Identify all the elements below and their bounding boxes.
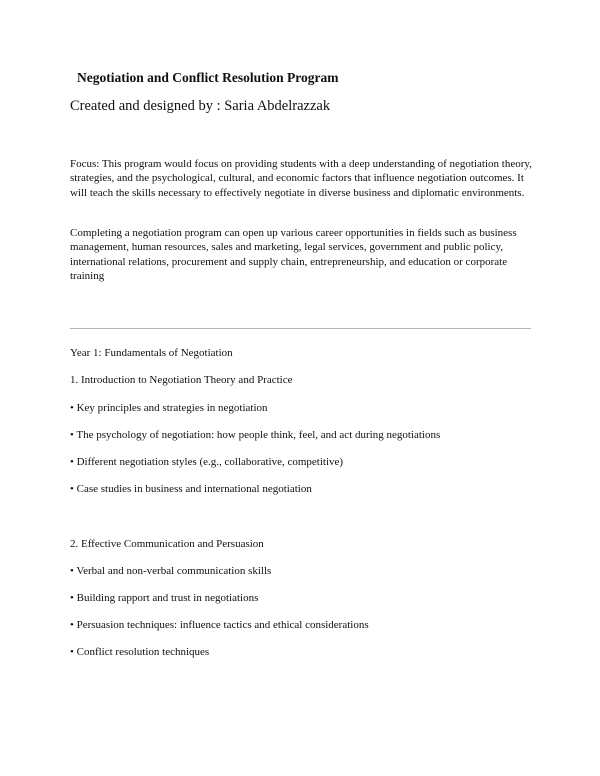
document-title: Negotiation and Conflict Resolution Program bbox=[77, 70, 339, 85]
focus-paragraph: Focus: This program would focus on providing students with a deep understanding of negotiation theory, strategies, and the psychological, cultural, and economic factors that influence negotiation outcomes. It will teach the skills necessary to effectively negotiate in diverse business and diplomatic environments. bbox=[70, 158, 532, 199]
career-paragraph: Completing a negotiation program can open up various career opportunities in fields such as business management, human resources, sales and marketing, legal services, government and public policy, international relations, procurement and supply chain, entrepreneurship, and education or corporate training bbox=[70, 227, 517, 283]
list-item: • Persuasion techniques: influence tactics and ethical considerations bbox=[70, 619, 369, 631]
horizontal-divider bbox=[70, 328, 531, 329]
course-title: 1. Introduction to Negotiation Theory and Practice bbox=[70, 374, 293, 386]
list-item: • Key principles and strategies in negotiation bbox=[70, 402, 268, 414]
course-title: 2. Effective Communication and Persuasion bbox=[70, 538, 264, 550]
year-heading: Year 1: Fundamentals of Negotiation bbox=[70, 347, 233, 359]
list-item: • Verbal and non-verbal communication skills bbox=[70, 565, 272, 577]
document-subtitle: Created and designed by : Saria Abdelrazzak bbox=[70, 98, 331, 114]
list-item: • The psychology of negotiation: how people think, feel, and act during negotiations bbox=[70, 429, 441, 441]
list-item: • Building rapport and trust in negotiations bbox=[70, 592, 259, 604]
list-item: • Case studies in business and international negotiation bbox=[70, 483, 312, 495]
list-item: • Conflict resolution techniques bbox=[70, 646, 210, 658]
list-item: • Different negotiation styles (e.g., collaborative, competitive) bbox=[70, 456, 344, 468]
